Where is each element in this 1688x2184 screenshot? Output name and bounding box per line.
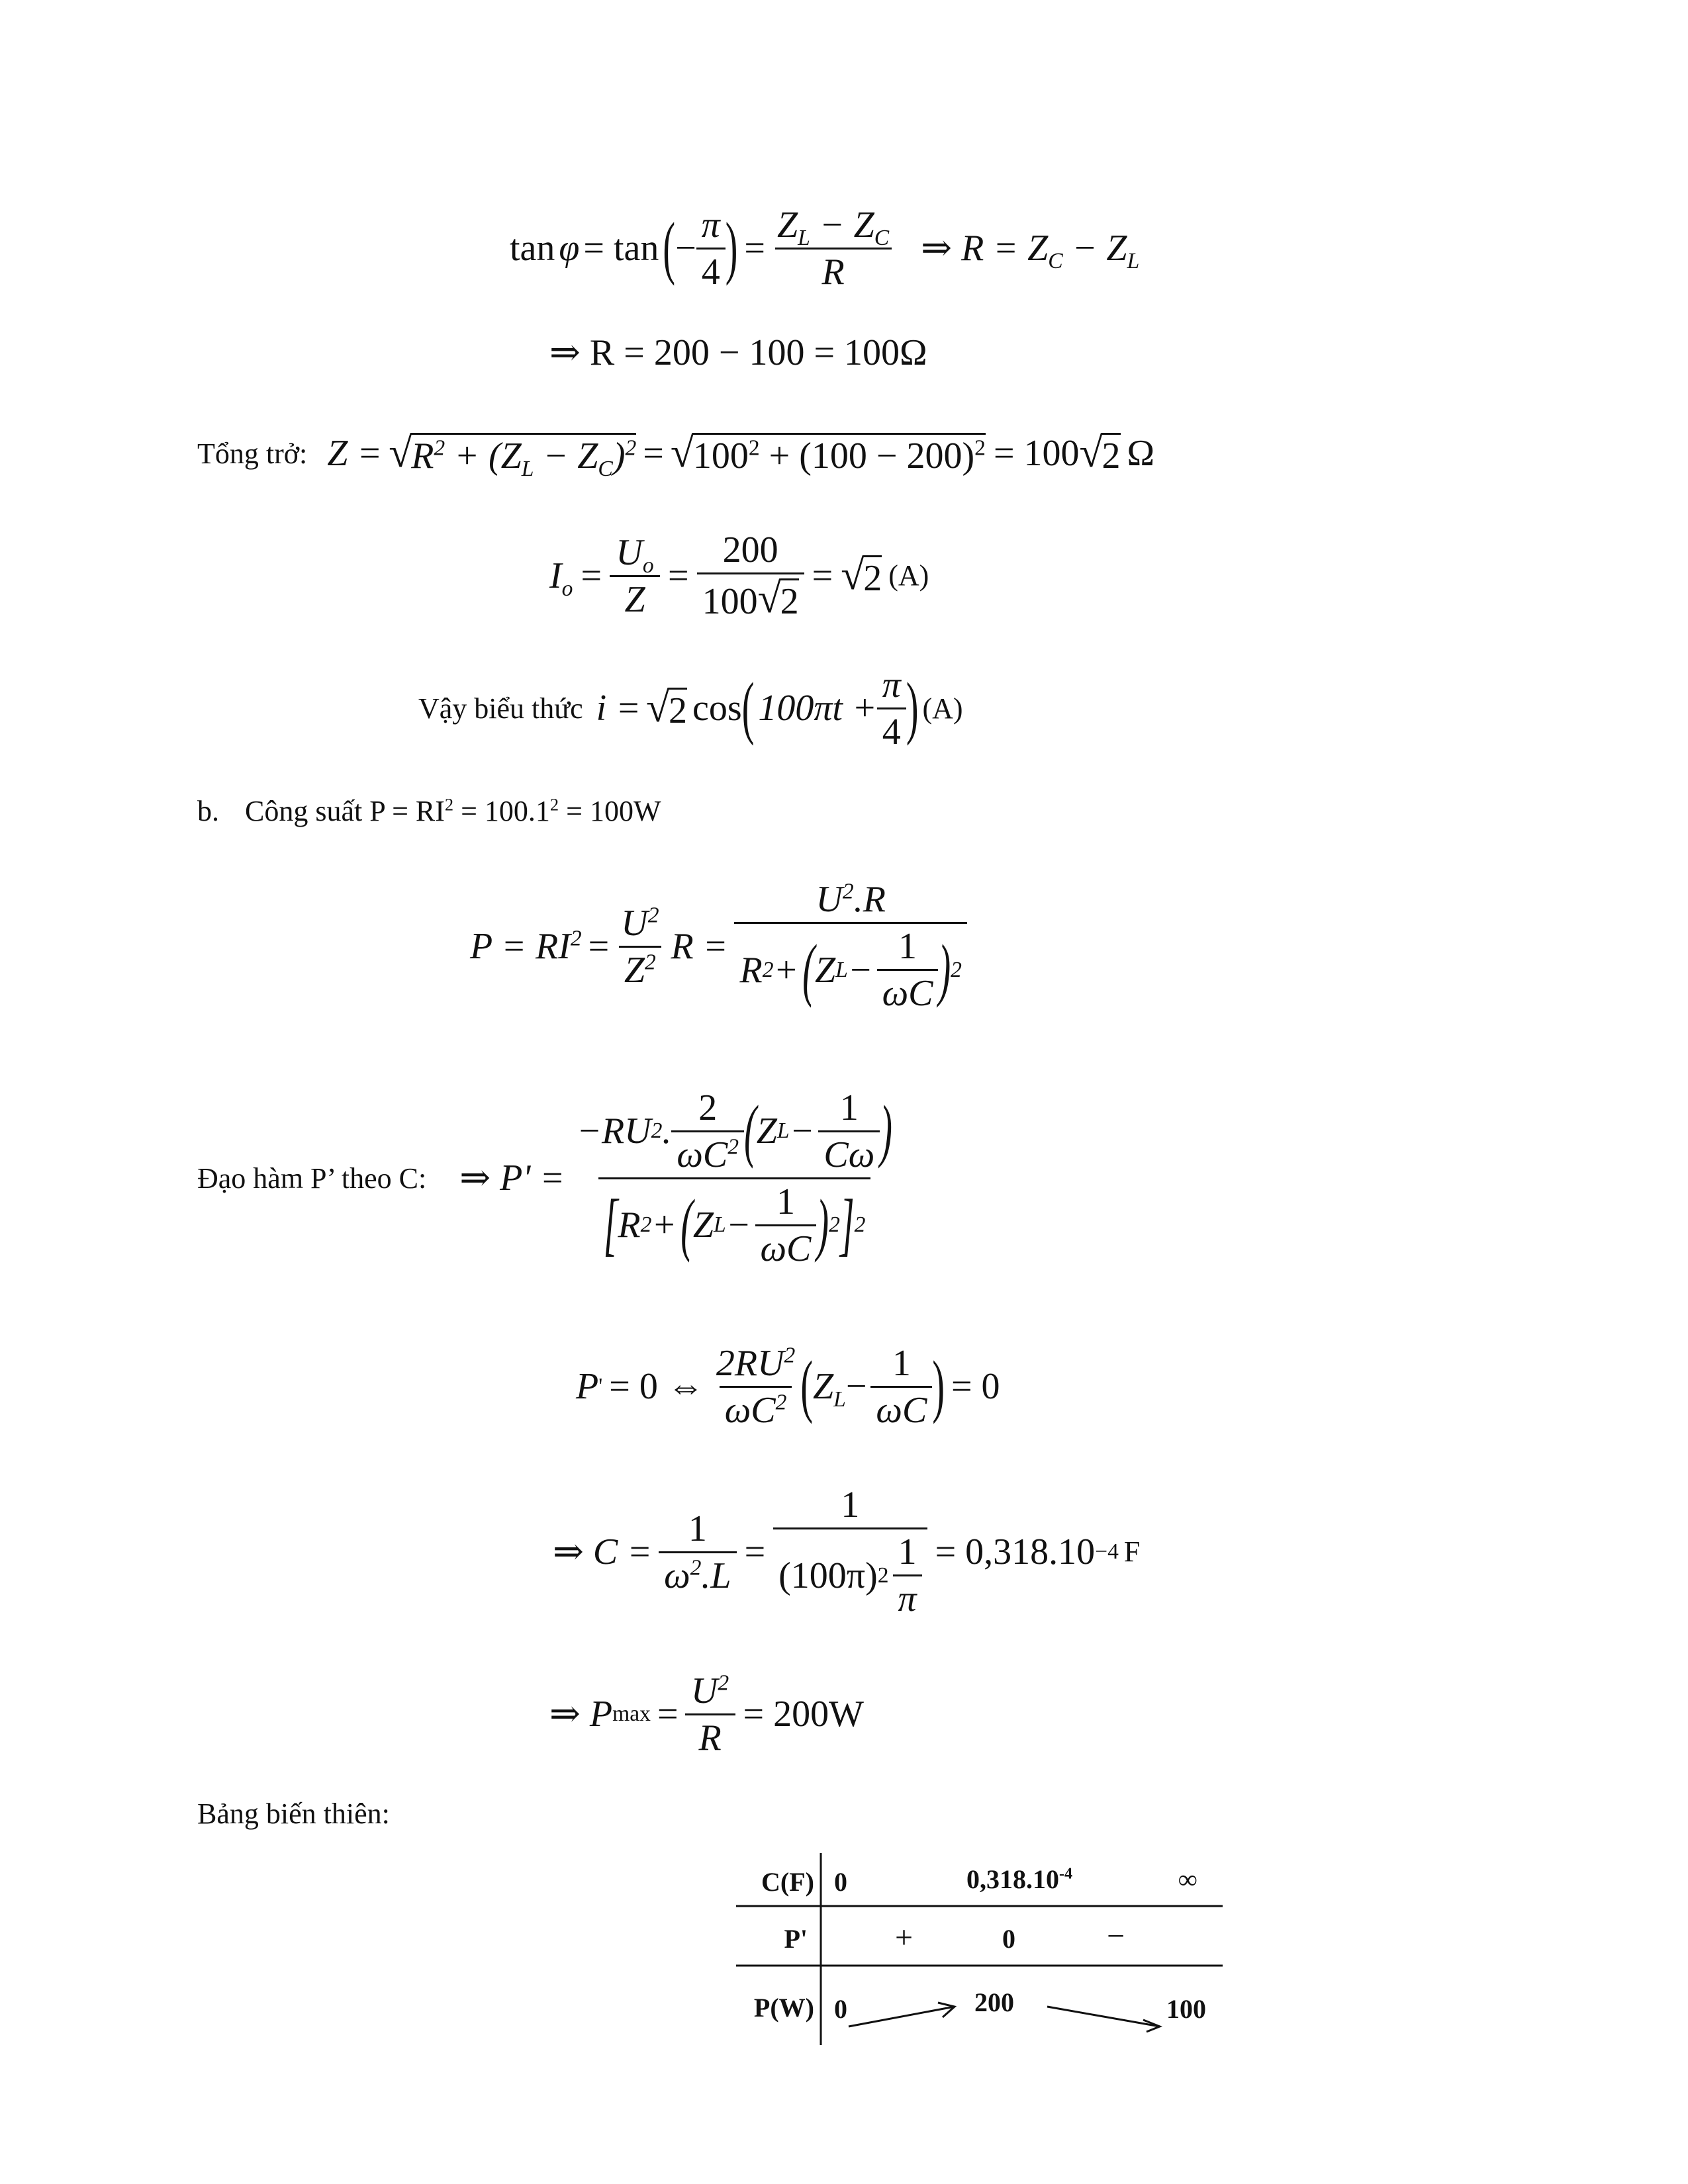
four-den: 4 [696, 248, 726, 291]
row-label-p-prime: P' [784, 1924, 808, 1954]
fraction-zl-zc-r [772, 206, 894, 291]
row-label-p: P(W) [753, 1993, 814, 2023]
equals: = [744, 228, 765, 269]
result-r: ⇒ $R = Z_C - Z_L$ [921, 228, 1140, 274]
fraction-1-w2l: $\frac{1}{\omega^2.L}$ [659, 1510, 737, 1594]
fraction-pi-4 [696, 206, 726, 291]
c-value-inf: ∞ [1178, 1864, 1197, 1894]
unit-a-2: (A) [922, 692, 963, 725]
pi-num: π [701, 204, 720, 246]
p-value-0: 0 [834, 1994, 847, 2024]
fraction-pi-4b: $\frac{\pi}{4}$ [877, 666, 906, 751]
p-prime-minus: − [1107, 1919, 1125, 1954]
z-eq: Z = [327, 433, 383, 474]
cos: cos [692, 688, 742, 729]
power-line: b. Công suất $P = RI^2 = 100.1^2 = 100W$ [197, 794, 661, 827]
current-amplitude: $I_o$ = $\frac{U_o}{Z}$ = $\frac{200}{100√ 2}$ = √ 2 (A) [549, 523, 929, 629]
fraction-200: $\frac{200}{100√ 2}$ [697, 531, 804, 620]
right-paren: ) [725, 209, 738, 287]
tan-text: tan [510, 228, 555, 269]
unit-a: (A) [888, 559, 929, 592]
pmax-result: ⇒ P max = $\frac{U^2}{R}$ = 200W [549, 1670, 864, 1758]
sqrt-3: √ 2 [1080, 433, 1121, 475]
p-value-100: 100 [1166, 1994, 1206, 2024]
fraction-num: $Z_L - Z_C$ [776, 204, 890, 250]
derivative-label: Đạo hàm P’ theo C: [197, 1161, 427, 1195]
fraction-den: R [775, 248, 892, 291]
variation-table [736, 1853, 1226, 2052]
r-value-text: ⇒ R = 200 − 100 = 100Ω [549, 332, 927, 373]
impedance-line [197, 424, 1154, 483]
eq-2: = [643, 433, 664, 474]
eq: = [581, 555, 602, 596]
argument: 100πt + [758, 688, 877, 729]
capacitance-result: ⇒ C = $\frac{1}{\omega^2.L}$ = 1 (100π) 2 $\frac{1}{\pi}$ = 0,318.10 −4 F [553, 1484, 1141, 1619]
derivative-zero: P ' = 0 ⇔ $\frac{2RU^2}{\omega C^2}$ ( $Z_L$ − $\frac{1}{\omega C}$ ) = 0 [576, 1342, 1000, 1431]
sqrt-1 [389, 433, 637, 481]
tan-text-2: = tan [583, 228, 659, 269]
i-eq: i = [596, 688, 641, 729]
c-value-mid: $0,318.10^{-4}$ [966, 1864, 1072, 1894]
left-paren: ( [663, 209, 676, 287]
p-prime-zero: 0 [1002, 1924, 1015, 1954]
fraction-2ru2: $\frac{2RU^2}{\omega C^2}$ [716, 1342, 796, 1431]
fraction-1-100pi: 1 (100π) 2 $\frac{1}{\pi}$ [773, 1486, 927, 1617]
minus-sign: − [675, 228, 696, 269]
io: $I_o$ [549, 555, 573, 602]
impedance-label: Tổng trở: [197, 437, 308, 470]
c-value-0: 0 [834, 1867, 847, 1897]
equation-r-value [549, 334, 927, 371]
eq-3: = 100 [993, 433, 1080, 474]
fraction-big: $U^2.R$ R 2 + ( Z L − $\frac{1}{\omega C}$ ) 2 [734, 881, 966, 1012]
fraction-uo-z: $\frac{U_o}{Z}$ [610, 534, 660, 618]
item-b: b. [197, 795, 219, 827]
sqrt-2 [671, 433, 986, 475]
ohm-unit: Ω [1127, 433, 1155, 474]
p-prime-eq: ⇒ P' = [459, 1158, 565, 1199]
p-value-200: 200 [974, 1987, 1014, 2017]
sqrt-2-content: $100^2 + (100 - 200)^2$ [693, 433, 986, 475]
table-caption: Bảng biến thiên: [197, 1797, 390, 1830]
derivative-fraction: −RU 2 . $\frac{2}{\omega C^2}$ ( Z L − $\frac{1}{C\omega}$ ) [ R 2 + ( Z L − $\frac{1}{\omega C}$ ) 2 ] 2 [577, 1087, 892, 1269]
expression-label: Vậy biểu thức [418, 692, 583, 725]
derivative-line [197, 1059, 898, 1297]
power-formula: $P = RI^2$ = $\frac{U^2}{Z^2}$ R = $U^2.R$ R 2 + ( Z L − $\frac{1}{\omega C}$ ) 2 [470, 860, 967, 1032]
phi-symbol: φ [559, 228, 580, 269]
p-ri2: $P = RI^2$ [470, 926, 582, 967]
fraction-u2-r: $\frac{U^2}{R}$ [685, 1672, 735, 1756]
current-expression: Vậy biểu thức i = √ 2 cos ( 100πt + $\frac{\pi}{4}$ ) (A) [418, 652, 963, 764]
equation-tan-phi [510, 199, 1139, 298]
sqrt-1-content: $R^2 + (Z_L - Z_C)^2$ [411, 433, 636, 475]
row-label-c: C(F) [761, 1867, 814, 1897]
fraction-u2-z2: $\frac{U^2}{Z^2}$ [616, 905, 664, 989]
p-prime-plus: + [895, 1920, 914, 1955]
